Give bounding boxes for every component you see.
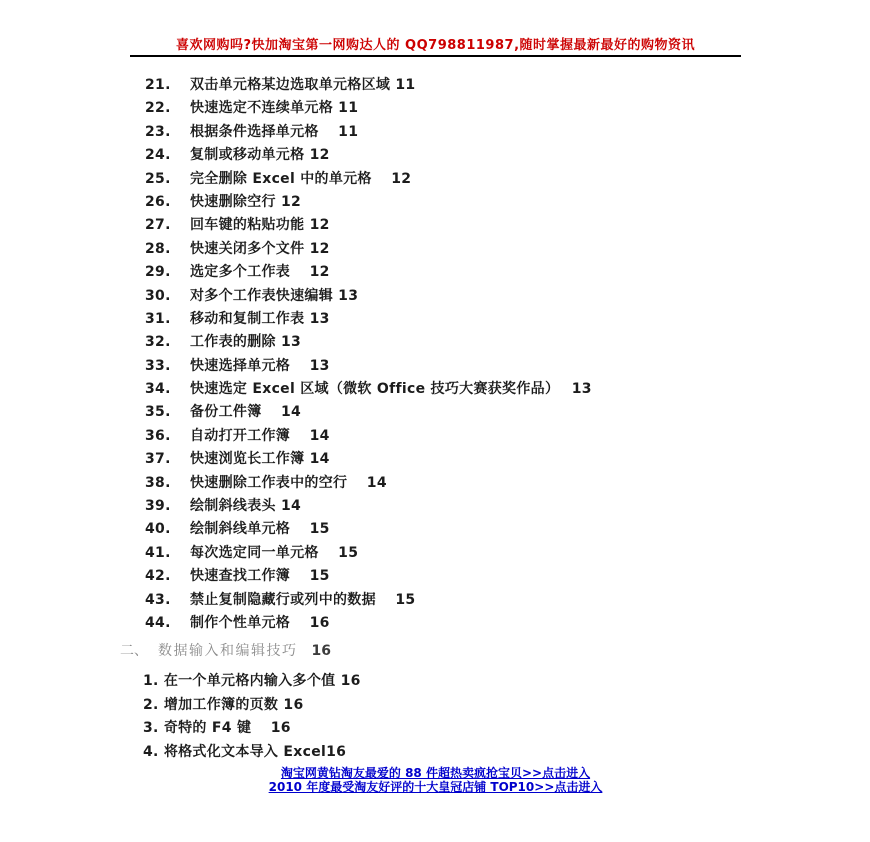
toc-item-number: 35. — [145, 404, 171, 421]
toc-item-number: 42. — [145, 568, 171, 585]
toc-item-number: 23. — [145, 123, 171, 140]
toc-item — [145, 472, 592, 495]
toc-item-text: 快速选定不连续单元格 11 — [190, 100, 359, 117]
toc-item-text: 快速删除工作表中的空行 14 — [190, 474, 387, 491]
toc-item — [145, 191, 592, 214]
section-title: 数据输入和编辑技巧 — [158, 643, 298, 659]
toc-item-text: 快速选择单元格 13 — [190, 357, 330, 374]
toc-item — [145, 168, 592, 191]
toc-item-number: 44. — [145, 614, 171, 631]
toc-item-text: 快速浏览长工作簿 14 — [190, 451, 330, 468]
toc-item-number: 34. — [145, 381, 171, 398]
toc-item — [145, 425, 592, 448]
toc-sub-item: 2. 增加工作簿的页数 16 — [143, 696, 304, 713]
toc-item-number: 28. — [145, 240, 171, 257]
toc-item-number: 24. — [145, 147, 171, 164]
toc-item-number: 30. — [145, 287, 171, 304]
toc-item-text: 快速删除空行 12 — [190, 193, 302, 210]
toc-item-text: 回车键的粘贴功能 12 — [190, 217, 330, 234]
toc-item-text: 每次选定同一单元格 15 — [190, 544, 359, 561]
promo-link-hot-items[interactable]: 淘宝网黄钻淘友最爱的 88 件超热卖疯抢宝贝>>点击进入 — [280, 766, 591, 780]
toc-item-text: 自动打开工作簿 14 — [190, 427, 330, 444]
toc-item — [145, 97, 592, 120]
toc-item — [145, 355, 592, 378]
toc-item — [145, 401, 592, 424]
promo-footer — [130, 766, 741, 795]
toc-item-text: 快速关闭多个文件 12 — [190, 240, 330, 257]
header-divider-line — [130, 55, 741, 57]
toc-item — [145, 542, 592, 565]
toc-item-number: 38. — [145, 474, 171, 491]
toc-item — [145, 378, 592, 401]
toc-section-heading — [120, 643, 331, 660]
toc-item-text: 快速查找工作簿 15 — [190, 568, 330, 585]
toc-sub-item: 4. 将格式化文本导入 Excel16 — [143, 743, 347, 760]
toc-item-text: 对多个工作表快速编辑 13 — [190, 287, 359, 304]
toc-item-text: 绘制斜线表头 14 — [190, 498, 302, 515]
toc-item-text: 禁止复制隐藏行或列中的数据 15 — [190, 591, 416, 608]
toc-item — [145, 144, 592, 167]
toc-item-number: 29. — [145, 264, 171, 281]
toc-item-number: 43. — [145, 591, 171, 608]
toc-item-number: 33. — [145, 357, 171, 374]
toc-item-text: 选定多个工作表 12 — [190, 264, 330, 281]
toc-item-number: 31. — [145, 310, 171, 327]
toc-item — [145, 495, 592, 518]
toc-item — [145, 285, 592, 308]
toc-item-text: 双击单元格某边选取单元格区域 11 — [190, 77, 416, 93]
toc-item — [145, 214, 592, 237]
toc-numbered-list — [145, 74, 592, 635]
toc-item — [145, 612, 592, 635]
promo-link-top10-shops[interactable]: 2010 年度最受淘友好评的十大皇冠店铺 TOP10>>点击进入 — [268, 780, 603, 795]
toc-item — [145, 589, 592, 612]
toc-item-number: 27. — [145, 217, 171, 234]
toc-item-text: 完全删除 Excel 中的单元格 12 — [190, 170, 412, 187]
toc-item-number: 32. — [145, 334, 171, 351]
toc-item — [145, 518, 592, 541]
toc-item-text: 备份工件簿 14 — [190, 404, 302, 421]
toc-item-number: 21. — [145, 77, 171, 93]
toc-item-number: 39. — [145, 498, 171, 515]
toc-item — [145, 261, 592, 284]
toc-item-text: 复制或移动单元格 12 — [190, 147, 330, 164]
toc-item — [145, 448, 592, 471]
toc-item — [145, 238, 592, 261]
toc-item — [145, 74, 592, 97]
promo-header-text: 喜欢网购吗?快加淘宝第一网购达人的 QQ798811987,随时掌握最新最好的购物资讯 — [175, 38, 696, 53]
toc-sub-item: 3. 奇特的 F4 键 16 — [143, 720, 291, 736]
toc-item-number: 26. — [145, 193, 171, 210]
toc-item-number: 40. — [145, 521, 171, 538]
toc-item-number: 41. — [145, 544, 171, 561]
toc-item-text: 快速选定 Excel 区域（微软 Office 技巧大赛获奖作品） 13 — [190, 381, 592, 398]
toc-item — [145, 565, 592, 588]
toc-item — [145, 121, 592, 144]
toc-item-text: 移动和复制工作表 13 — [190, 310, 330, 327]
toc-item-text: 制作个性单元格 16 — [190, 614, 330, 631]
section-number: 二、 — [120, 643, 148, 659]
toc-sub-item: 1. 在一个单元格内输入多个值 16 — [143, 673, 361, 689]
toc-item-number: 22. — [145, 100, 171, 117]
toc-item-text: 绘制斜线单元格 15 — [190, 521, 330, 538]
toc-sub-list — [143, 670, 361, 764]
toc-item-number: 37. — [145, 451, 171, 468]
toc-item-text: 根据条件选择单元格 11 — [190, 123, 359, 140]
section-page-number: 16 — [311, 643, 331, 659]
toc-item — [145, 308, 592, 331]
toc-item — [145, 331, 592, 354]
toc-item-text: 工作表的删除 13 — [190, 334, 302, 351]
toc-item-number: 25. — [145, 170, 171, 187]
toc-item-number: 36. — [145, 427, 171, 444]
